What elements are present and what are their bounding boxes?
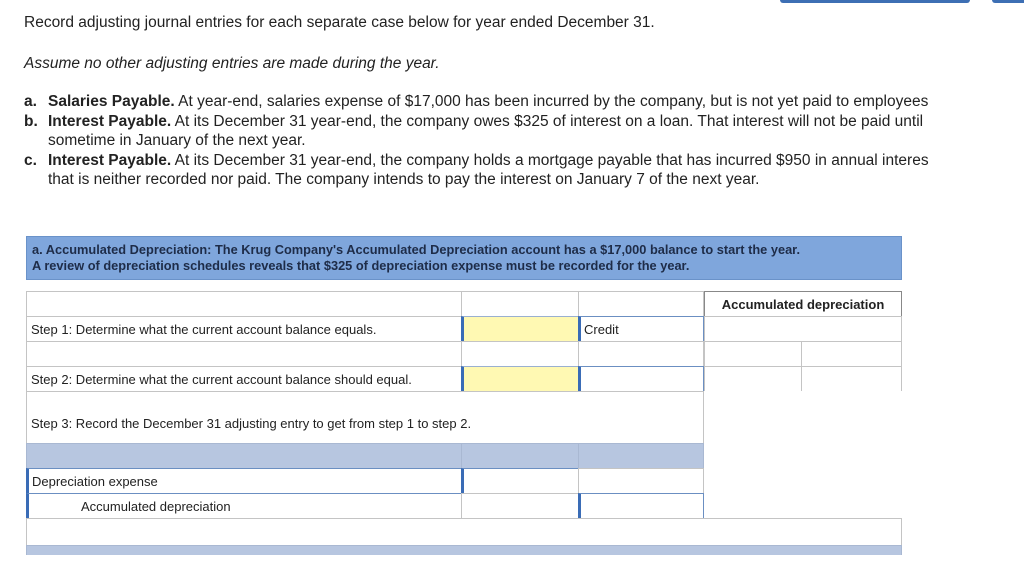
row0-col1 <box>26 291 462 317</box>
case-list <box>24 92 1024 190</box>
instructions-intro: Record adjusting journal entries for each separate case below for year ended December 31. <box>24 14 655 31</box>
case-text: At its December 31 year-end, the company holds a mortgage payable that has incurred $950 in annual interes <box>174 151 929 169</box>
case-c <box>24 151 1024 190</box>
step2-amount-input[interactable] <box>461 366 579 392</box>
case-title: Interest Payable. <box>48 112 172 130</box>
next-section-band <box>26 545 902 555</box>
journal-debit-credit-col[interactable] <box>578 468 704 494</box>
case-title: Salaries Payable. <box>48 93 175 110</box>
row2-col1 <box>26 341 462 367</box>
step1-amount-input[interactable] <box>461 316 579 342</box>
case-text-continued: sometime in January of the next year. <box>48 132 306 149</box>
worksheet-header-line2: A review of depreciation schedules reveals that $325 of depreciation expense must be recorded for the year. <box>32 258 690 273</box>
row4-col4 <box>703 391 902 444</box>
instructions-assume: Assume no other adjusting entries are made during the year. <box>24 55 440 72</box>
top-tab-button-1[interactable] <box>780 0 970 3</box>
case-letter: b. <box>24 112 38 130</box>
row2-col2 <box>461 341 579 367</box>
case-text-continued: that is neither recorded nor paid. The company intends to pay the interest on January 7 of the next year. <box>48 171 760 188</box>
step2-side-select[interactable] <box>578 366 704 392</box>
t-account-debit-cell[interactable] <box>704 341 802 367</box>
row1-col4 <box>704 316 902 342</box>
case-letter: c. <box>24 151 37 169</box>
top-tab-button-2[interactable] <box>992 0 1024 3</box>
case-b <box>24 112 1024 151</box>
journal-header-band-1 <box>26 443 462 469</box>
journal-credit-account-input[interactable]: Accumulated depreciation <box>26 493 462 519</box>
case-letter: a. <box>24 93 37 110</box>
journal-debit-account-input[interactable]: Depreciation expense <box>26 468 462 494</box>
journal-credit-debit-col[interactable] <box>461 493 579 519</box>
step1-side-select[interactable]: Credit <box>578 316 704 342</box>
case-text: At year-end, salaries expense of $17,000 has been incurred by the company, but is not yet paid to employees <box>178 93 929 110</box>
t-account-credit-cell[interactable] <box>801 341 902 367</box>
row2-col3 <box>578 341 704 367</box>
journal-header-band-2 <box>461 443 579 469</box>
journal-credit-amount-input[interactable] <box>578 493 704 519</box>
journal-header-band-3 <box>578 443 704 469</box>
t-account-header: Accumulated depreciation <box>704 291 902 317</box>
worksheet-header <box>26 236 902 280</box>
step3-label: Step 3: Record the December 31 adjusting entry to get from step 1 to step 2. <box>26 391 704 444</box>
case-text: At its December 31 year-end, the company owes $325 of interest on a loan. That interest will not be paid until <box>174 112 924 130</box>
journal-debit-amount-input[interactable] <box>461 468 579 494</box>
case-a <box>24 92 1024 112</box>
worksheet-header-line1: a. Accumulated Depreciation: The Krug Company's Accumulated Depreciation account has a $17,000 balance to start the year. <box>32 242 801 257</box>
step1-label: Step 1: Determine what the current account balance equals. <box>26 316 462 342</box>
case-title: Interest Payable. <box>48 151 172 169</box>
worksheet-panel <box>26 236 904 566</box>
row0-col2 <box>461 291 579 317</box>
row0-col3 <box>578 291 704 317</box>
t-account-credit-cell-2[interactable] <box>801 366 902 392</box>
step2-label: Step 2: Determine what the current account balance should equal. <box>26 366 462 392</box>
t-account-debit-cell-2[interactable] <box>704 366 802 392</box>
row8-spacer <box>26 518 902 546</box>
